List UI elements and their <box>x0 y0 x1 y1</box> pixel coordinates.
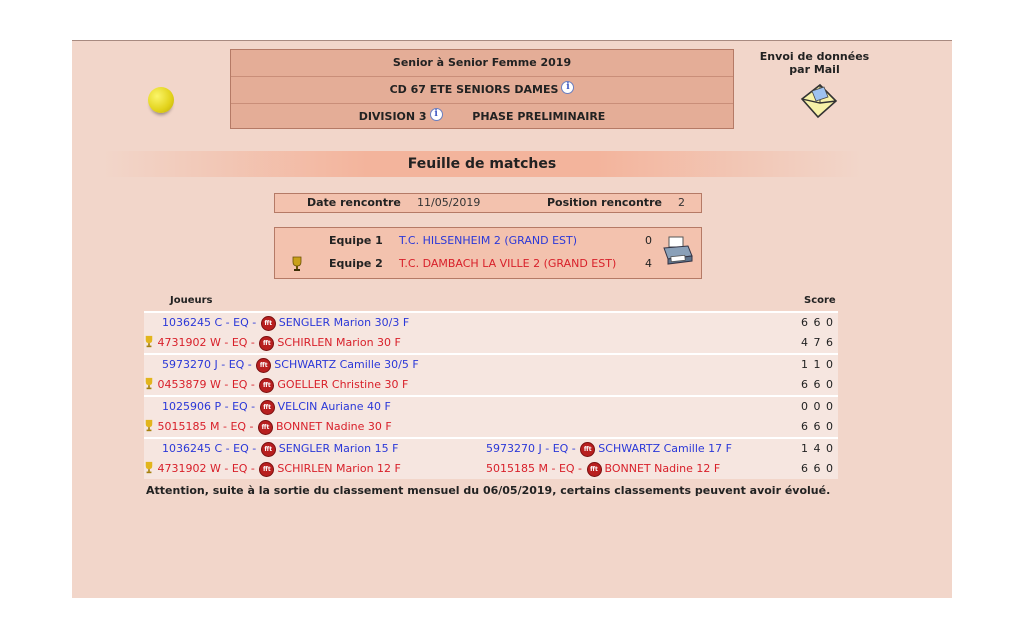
championship-row <box>231 77 733 104</box>
trophy-icon <box>144 461 154 474</box>
team2-score: 4 <box>645 257 652 270</box>
team1-name[interactable]: T.C. HILSENHEIM 2 (GRAND EST) <box>399 234 578 247</box>
phase-label: PHASE PRELIMINAIRE <box>472 110 606 123</box>
trophy-icon <box>144 419 154 432</box>
date-label: Date rencontre <box>307 196 401 209</box>
home-score: 1 1 0 <box>801 358 834 371</box>
player-name: SCHIRLEN Marion 12 F <box>277 462 401 475</box>
player-id: 1036245 C - EQ - <box>162 442 257 455</box>
competition-header <box>230 49 734 129</box>
ranking-warning: Attention, suite à la sortie du classement mensuel du 06/05/2019, certains classements peuvent avoir évolué. <box>146 484 831 497</box>
fft-logo-icon: fft <box>259 378 274 393</box>
player-name: BONNET Nadine 12 F <box>604 462 721 475</box>
away-partner[interactable] <box>486 459 720 479</box>
player-id: 4731902 W - EQ - <box>157 462 255 475</box>
home-partner[interactable] <box>486 439 732 459</box>
printer-icon[interactable] <box>661 234 695 268</box>
match-row <box>144 311 838 353</box>
division-row <box>231 104 733 130</box>
away-player[interactable] <box>144 375 408 395</box>
fft-logo-icon: fft <box>261 316 276 331</box>
player-id: 0453879 W - EQ - <box>157 378 255 391</box>
team-row-1 <box>275 231 655 251</box>
player-name: GOELLER Christine 30 F <box>277 378 409 391</box>
match-row-doubles <box>144 437 838 479</box>
player-name: SCHWARTZ Camille 17 F <box>598 442 732 455</box>
player-name: SENGLER Marion 15 F <box>278 442 399 455</box>
player-id: 5973270 J - EQ - <box>162 358 252 371</box>
home-player[interactable] <box>162 313 409 333</box>
away-score: 6 6 0 <box>801 378 834 391</box>
away-score: 6 6 0 <box>801 462 834 475</box>
player-name: SCHWARTZ Camille 30/5 F <box>274 358 419 371</box>
player-id: 1025906 P - EQ - <box>162 400 256 413</box>
player-name: SENGLER Marion 30/3 F <box>278 316 410 329</box>
fft-logo-icon: fft <box>261 442 276 457</box>
away-player[interactable] <box>144 459 401 479</box>
away-score: 6 6 0 <box>801 420 834 433</box>
player-name: BONNET Nadine 30 F <box>276 420 392 433</box>
away-player[interactable] <box>144 417 392 437</box>
meeting-info-box <box>274 193 702 213</box>
teams-box <box>274 227 702 279</box>
tennis-ball-icon <box>148 87 174 113</box>
info-icon[interactable]: i <box>430 108 443 121</box>
fft-logo-icon: fft <box>580 442 595 457</box>
position-value: 2 <box>678 196 685 209</box>
trophy-icon <box>144 377 154 390</box>
match-row <box>144 395 838 437</box>
fft-logo-icon: fft <box>258 420 273 435</box>
player-id: 1036245 C - EQ - <box>162 316 257 329</box>
player-id: 4731902 W - EQ - <box>157 336 255 349</box>
date-value: 11/05/2019 <box>417 196 481 209</box>
page-container <box>72 40 952 598</box>
trophy-icon <box>291 256 303 272</box>
fft-logo-icon: fft <box>259 462 274 477</box>
mail-send-link[interactable] <box>752 50 877 76</box>
home-score: 6 6 0 <box>801 316 834 329</box>
division-label: DIVISION 3 <box>358 110 427 123</box>
mail-label-line1: Envoi de données <box>759 50 870 63</box>
away-player[interactable] <box>144 333 401 353</box>
team2-name[interactable]: T.C. DAMBACH LA VILLE 2 (GRAND EST) <box>399 257 617 270</box>
home-score: 1 4 0 <box>801 442 834 455</box>
home-player[interactable] <box>162 355 419 375</box>
team1-label: Equipe 1 <box>329 234 383 247</box>
fft-logo-icon: fft <box>256 358 271 373</box>
fft-logo-icon: fft <box>260 400 275 415</box>
score-header: Score <box>804 295 836 306</box>
home-player[interactable] <box>162 397 391 417</box>
player-id: 5015185 M - EQ - <box>157 420 254 433</box>
mail-label-line2: par Mail <box>789 63 840 76</box>
team1-score: 0 <box>645 234 652 247</box>
fft-logo-icon: fft <box>587 462 602 477</box>
match-row <box>144 353 838 395</box>
home-score: 0 0 0 <box>801 400 834 413</box>
players-header: Joueurs <box>170 295 213 306</box>
team2-label: Equipe 2 <box>329 257 383 270</box>
fft-logo-icon: fft <box>259 336 274 351</box>
competition-name <box>231 50 733 77</box>
player-id: 5015185 M - EQ - <box>486 462 583 475</box>
competition-label: Senior à Senior Femme 2019 <box>392 56 572 69</box>
info-icon[interactable]: i <box>561 81 574 94</box>
away-score: 4 7 6 <box>801 336 834 349</box>
player-name: VELCIN Auriane 40 F <box>277 400 391 413</box>
home-player[interactable] <box>162 439 398 459</box>
page-title: Feuille de matches <box>102 151 862 177</box>
player-name: SCHIRLEN Marion 30 F <box>277 336 401 349</box>
player-id: 5973270 J - EQ - <box>486 442 576 455</box>
position-label: Position rencontre <box>547 196 662 209</box>
championship-label: CD 67 ETE SENIORS DAMES <box>389 83 559 96</box>
envelope-icon[interactable] <box>798 81 840 121</box>
team-row-2 <box>275 254 655 274</box>
trophy-icon <box>144 335 154 348</box>
